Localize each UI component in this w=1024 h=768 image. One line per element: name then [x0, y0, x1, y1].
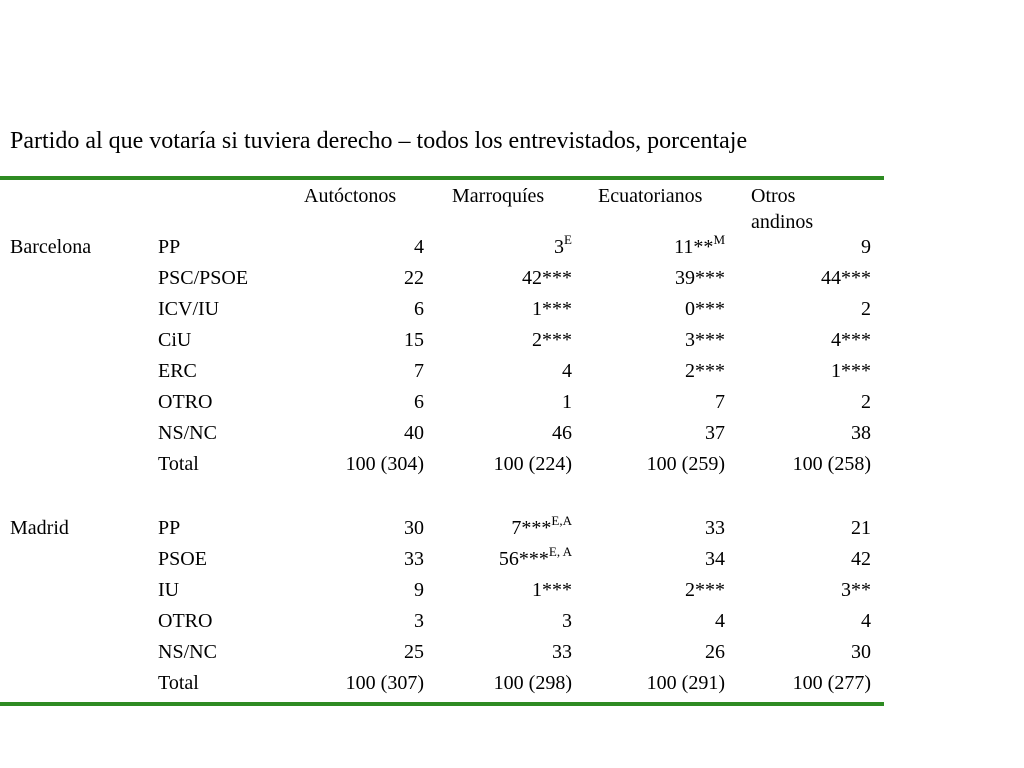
- value-cell: 42: [851, 548, 871, 570]
- value-cell: 1***: [831, 360, 871, 382]
- superscript-note: M: [713, 232, 725, 248]
- value-cell: 4: [715, 610, 725, 632]
- value-cell: $3^E$: [554, 232, 572, 258]
- value-cell: 100 (291): [646, 672, 725, 694]
- value-cell: 39***: [675, 267, 725, 289]
- value-cell: 38: [851, 422, 871, 444]
- table-row: [0, 449, 884, 480]
- value-cell: 100 (277): [792, 672, 871, 694]
- value-cell: 100 (224): [493, 453, 572, 475]
- value-cell: 46: [552, 422, 572, 444]
- table-row: [0, 637, 884, 668]
- bottom-rule: [0, 702, 884, 706]
- city-label: Madrid: [10, 517, 69, 539]
- value-cell: 33: [404, 548, 424, 570]
- value-cell: 2***: [685, 360, 725, 382]
- value-cell: 4***: [831, 329, 871, 351]
- value-cell: 2: [861, 391, 871, 413]
- value-cell: 100 (307): [345, 672, 424, 694]
- party-label: ERC: [158, 360, 197, 382]
- value-cell: 1: [562, 391, 572, 413]
- value-cell: 9: [414, 579, 424, 601]
- value-cell: 22: [404, 267, 424, 289]
- value-cell: 2***: [532, 329, 572, 351]
- party-label: ICV/IU: [158, 298, 220, 320]
- party-label: Total: [158, 453, 199, 475]
- table-row: [0, 418, 884, 449]
- party-label: Total: [158, 672, 199, 694]
- top-rule: [0, 176, 884, 180]
- table-row: [0, 544, 884, 575]
- table-row: [0, 294, 884, 325]
- value-cell: 3: [414, 610, 424, 632]
- value-cell: 1***: [532, 579, 572, 601]
- value-cell: 7: [414, 360, 424, 382]
- table-row: [0, 356, 884, 387]
- value-cell: 1***: [532, 298, 572, 320]
- value-cell: 25: [404, 641, 424, 663]
- value-cell: 26: [705, 641, 725, 663]
- city-label: Barcelona: [10, 236, 92, 258]
- party-label: PP: [158, 517, 181, 539]
- party-label: CiU: [158, 329, 192, 351]
- value-cell: 6: [414, 391, 424, 413]
- value-cell: 33: [552, 641, 572, 663]
- value-cell: 34: [705, 548, 725, 570]
- party-label: PSOE: [158, 548, 207, 570]
- value-cell: 44***: [821, 267, 871, 289]
- value-cell: 7: [715, 391, 725, 413]
- header-marroquies: Marroquíes: [452, 185, 545, 207]
- party-label: OTRO: [158, 391, 213, 413]
- table-title: Partido al que votaría si tuviera derecho – todos los entrevistados, porcentaje: [10, 128, 748, 154]
- table-row: [0, 387, 884, 418]
- value-cell: 11**$^M$: [674, 232, 725, 258]
- value-cell: 3**: [841, 579, 871, 601]
- value-cell: 2***: [685, 579, 725, 601]
- table-row: [0, 606, 884, 637]
- value-cell: 30: [851, 641, 871, 663]
- superscript-note: E, A: [548, 544, 572, 560]
- value-cell: 100 (258): [792, 453, 871, 475]
- value-cell: 33: [705, 517, 725, 539]
- table-row: [0, 325, 884, 356]
- value-cell: 6: [414, 298, 424, 320]
- party-label: OTRO: [158, 610, 213, 632]
- party-label: PSC/PSOE: [158, 267, 249, 289]
- value-cell: 2: [861, 298, 871, 320]
- value-cell: 100 (298): [493, 672, 572, 694]
- value-cell: 30: [404, 517, 424, 539]
- value-cell: 3: [562, 610, 572, 632]
- party-label: NS/NC: [158, 641, 217, 663]
- value-cell: 4: [861, 610, 871, 632]
- value-cell: 7***$^{E,A}$: [511, 513, 572, 539]
- value-cell: 100 (304): [345, 453, 424, 475]
- header-ecuatorianos: Ecuatorianos: [598, 185, 703, 207]
- table-row: [0, 575, 884, 606]
- value-cell: 100 (259): [646, 453, 725, 475]
- value-cell: 4: [562, 360, 572, 382]
- party-label: PP: [158, 236, 181, 258]
- superscript-note: E: [564, 232, 572, 248]
- table-row: [0, 513, 884, 544]
- superscript-note: E,A: [551, 513, 572, 529]
- value-cell: 4: [414, 236, 424, 258]
- header-autoctonos: Autóctonos: [304, 185, 397, 207]
- value-cell: 37: [705, 422, 725, 444]
- value-cell: 0***: [685, 298, 725, 320]
- party-label: IU: [158, 579, 180, 601]
- value-cell: 21: [851, 517, 871, 539]
- header-otros-andinos: Otros andinos: [751, 185, 814, 233]
- value-cell: 56***$^{E, A}$: [498, 544, 572, 570]
- value-cell: 42***: [522, 267, 572, 289]
- value-cell: 3***: [685, 329, 725, 351]
- value-cell: 9: [861, 236, 871, 258]
- value-cell: 40: [404, 422, 424, 444]
- party-label: NS/NC: [158, 422, 217, 444]
- value-cell: 15: [404, 329, 424, 351]
- table-row: [0, 668, 884, 699]
- table-row: [0, 232, 884, 263]
- table-row: [0, 263, 884, 294]
